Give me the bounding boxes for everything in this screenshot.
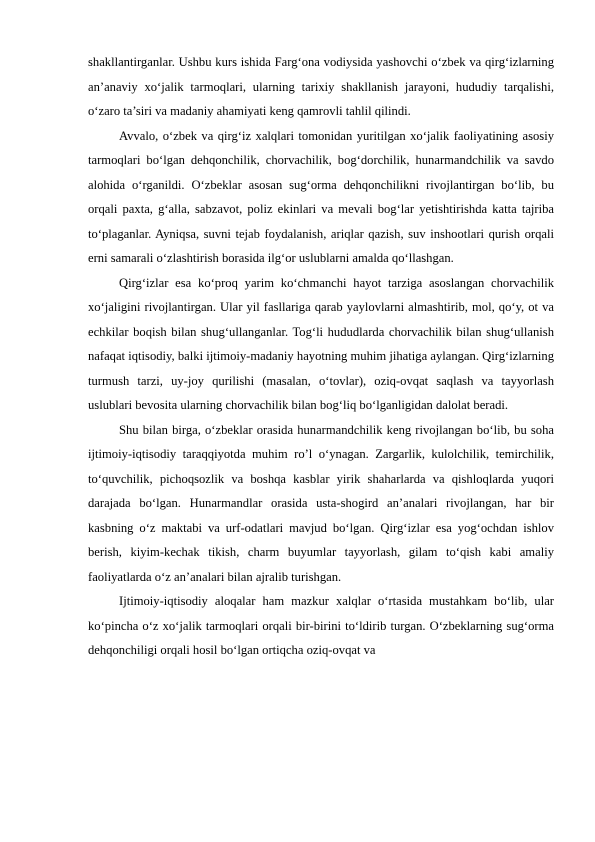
document-page bbox=[88, 50, 554, 663]
paragraph-economic-sectors: Avvalo, o‘zbek va qirg‘iz xalqlari tomonidan yuritilgan xo‘jalik faoliyatining asosiy tarmoqlari bo‘lgan dehqonchilik, chorvachilik, bog‘dorchilik, hunarmandchilik va savdo alohida o‘rganildi. O‘zbeklar asosan sug‘orma dehqonchilikni rivojlantirgan bo‘lib, bu orqali paxta, g‘alla, sabzavot, poliz ekinlari va mevali bog‘lar yetishtirishda katta tajriba to‘plaganlar. Ayniqsa, suvni tejab foydalanish, ariqlar qazish, suv inshootlari qurish orqali erni samarali o‘zlashtirish borasida ilg‘or uslublarni amalda qo‘llashgan. bbox=[88, 128, 554, 265]
paragraph-kyrgyz-livestock: Qirg‘izlar esa ko‘proq yarim ko‘chmanchi hayot tarziga asoslangan chorvachilik xo‘jaligini rivojlantirgan. Ular yil fasllariga qarab yaylovlarni almashtirib, mol, qo‘y, ot va echkilar boqish bilan shug‘ullanganlar. Tog‘li hududlarda chorvachilik bilan shug‘ullanish nafaqat iqtisodiy, balki ijtimoiy-madaniy hayotning muhim jihatiga aylangan. Qirg‘izlarning turmush tarzi, uy-joy qurilishi (masalan, o‘tovlar), oziq-ovqat saqlash va tayyorlash uslublari bevosita ularning chorvachilik bilan bog‘liq bo‘lganligidan dalolat beradi. bbox=[88, 275, 554, 412]
paragraph-socio-economic-ties: Ijtimoiy-iqtisodiy aloqalar ham mazkur xalqlar o‘rtasida mustahkam bo‘lib, ular ko‘pincha o‘z xo‘jalik tarmoqlari orqali bir-birini to‘ldirib turgan. O‘zbeklarning sug‘orma dehqonchiligi orqali hosil bo‘lgan ortiqcha oziq-ovqat va bbox=[88, 594, 554, 657]
paragraph-crafts: Shu bilan birga, o‘zbeklar orasida hunarmandchilik keng rivojlangan bo‘lib, bu soha ijtimoiy-iqtisodiy taraqqiyotda muhim ro’l o‘ynagan. Zargarlik, kulolchilik, temirchilik, to‘quvchilik, pichoqsozlik va boshqa kasblar yirik shaharlarda va qishloqlarda yuqori darajada bo‘lgan. Hunarmandlar orasida usta-shogird an’analari rivojlangan, har bir kasbning o‘z maktabi va urf-odatlari mavjud bo‘lgan. Qirg‘izlar esa yog‘ochdan ishlov berish, kiyim-kechak tikish, charm buyumlar tayyorlash, gilam to‘qish kabi amaliy faoliyatlarda o‘z an’analari bilan ajralib turishgan. bbox=[88, 422, 554, 584]
paragraph-continuation: shakllantirganlar. Ushbu kurs ishida Farg‘ona vodiysida yashovchi o‘zbek va qirg‘izlarning an’anaviy xo‘jalik tarmoqlari, ularning tarixiy shakllanish jarayoni, hududiy tarqalishi, o‘zaro ta’siri va madaniy ahamiyati keng qamrovli tahlil qilindi. bbox=[88, 55, 554, 118]
